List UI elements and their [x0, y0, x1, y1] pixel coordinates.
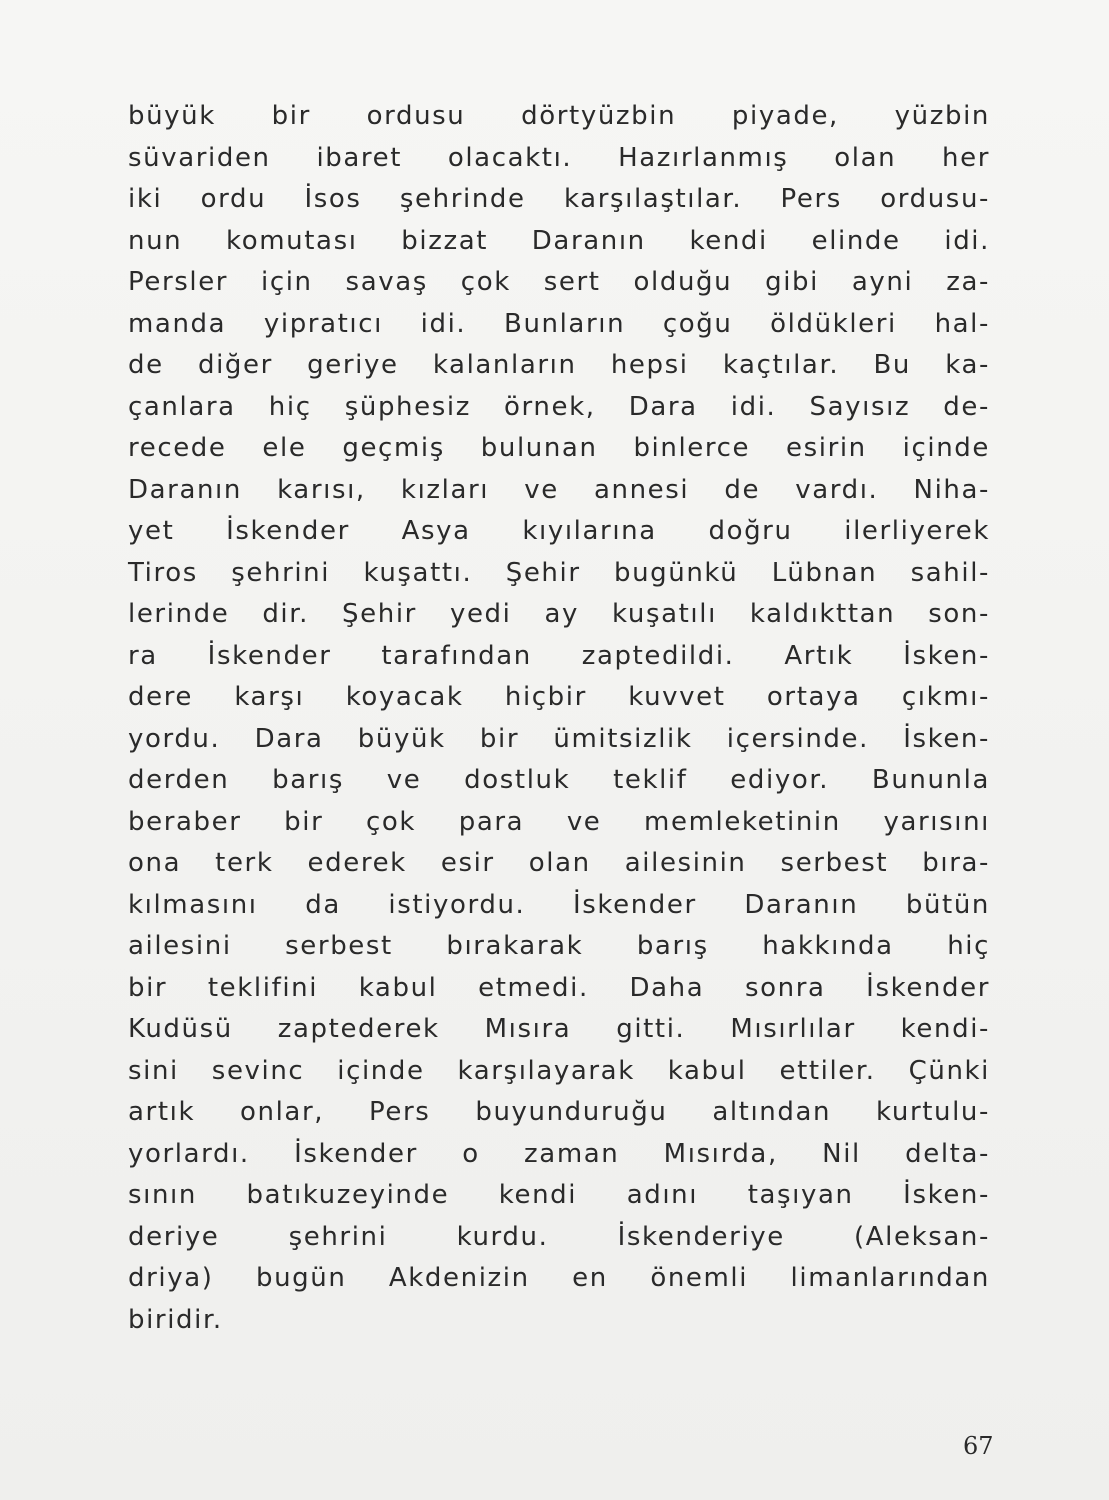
text-line: manda yipratıcı idi. Bunların çoğu öldükleri hal- — [128, 308, 990, 339]
text-line: bir teklifini kabul etmedi. Daha sonra İskender — [128, 972, 990, 1003]
text-line: iki ordu İsos şehrinde karşılaştılar. Pers ordusu- — [128, 184, 990, 214]
text-line: de diğer geriye kalanların hepsi kaçtılar. Bu ka- — [128, 350, 990, 380]
text-line: ailesini serbest bırakarak barış hakkında hiç — [128, 931, 990, 961]
text-line: recede ele geçmiş bulunan binlerce esirin içinde — [128, 433, 990, 463]
text-line: derden barış ve dostluk teklif ediyor. Bununla — [128, 765, 990, 795]
text-line: nun komutası bizzat Daranın kendi elinde idi. — [128, 225, 990, 256]
text-line: kılmasını da istiyordu. İskender Daranın bütün — [128, 889, 990, 920]
text-line: ra İskender tarafından zaptedildi. Artık İsken- — [128, 640, 990, 671]
text-line: süvariden ibaret olacaktı. Hazırlanmış olan her — [128, 142, 990, 173]
text-line: yorlardı. İskender o zaman Mısırda, Nil delta- — [128, 1138, 990, 1169]
text-line: Kudüsü zaptederek Mısıra gitti. Mısırlılar kendi- — [128, 1014, 990, 1044]
body-text — [128, 96, 990, 1341]
text-line: sının batıkuzeyinde kendi adını taşıyan İsken- — [128, 1180, 990, 1210]
text-line: sini sevinc içinde karşılayarak kabul ettiler. Çünki — [128, 1055, 990, 1086]
text-line: ona terk ederek esir olan ailesinin serbest bıra- — [128, 848, 990, 878]
text-line: biridir. — [128, 1304, 223, 1335]
text-line: beraber bir çok para ve memleketinin yarısını — [128, 806, 990, 837]
text-line: Persler için savaş çok sert olduğu gibi ayni za- — [128, 267, 990, 297]
text-line: yordu. Dara büyük bir ümitsizlik içersinde. İsken- — [128, 723, 990, 754]
text-line: Daranın karısı, kızları ve annesi de vardı. Niha- — [128, 474, 990, 505]
text-line: yet İskender Asya kıyılarına doğru ilerliyerek — [128, 516, 990, 546]
page-number: 67 — [963, 1432, 994, 1460]
text-line: çanlara hiç şüphesiz örnek, Dara idi. Sayısız de- — [128, 391, 990, 422]
text-line: deriye şehrini kurdu. İskenderiye (Aleksan- — [128, 1221, 990, 1252]
text-line: büyük bir ordusu dörtyüzbin piyade, yüzbin — [128, 101, 990, 131]
text-line: driya) bugün Akdenizin en önemli limanlarından — [128, 1263, 990, 1293]
text-line: artık onlar, Pers buyunduruğu altından kurtulu- — [128, 1097, 990, 1127]
text-line: lerinde dir. Şehir yedi ay kuşatılı kaldıkttan son- — [128, 599, 990, 629]
text-line: dere karşı koyacak hiçbir kuvvet ortaya çıkmı- — [128, 682, 990, 712]
text-line: Tiros şehrini kuşattı. Şehir bugünkü Lübnan sahil- — [128, 557, 990, 588]
